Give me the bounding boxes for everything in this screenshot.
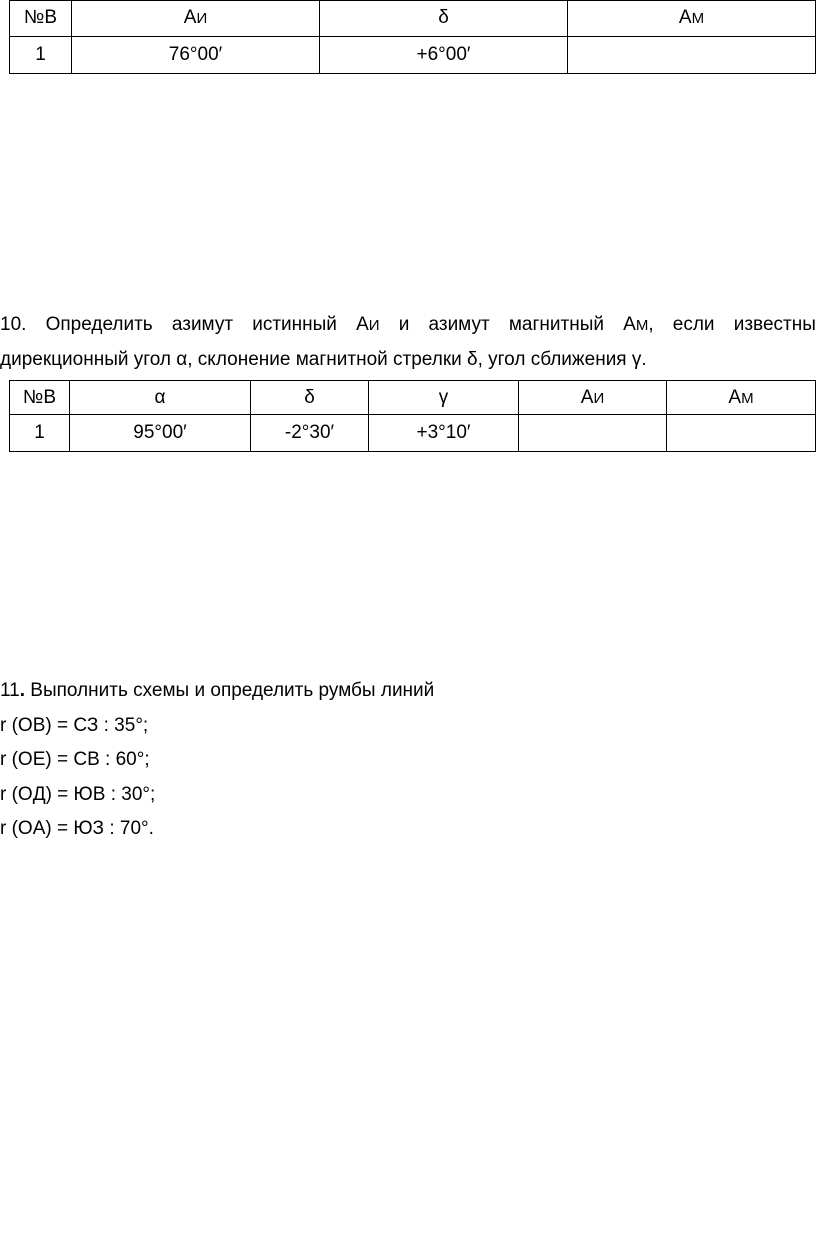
task-11-line: r (OE) = СВ : 60°; — [0, 749, 150, 770]
table-1-header-cell: АМ — [568, 1, 816, 37]
table-1-header-cell: АИ — [72, 1, 320, 37]
task-11 — [0, 674, 434, 847]
table-1 — [9, 0, 816, 74]
table-2-header-cell: АИ — [519, 381, 667, 415]
table-cell: -2°30′ — [251, 415, 369, 452]
table-cell: +3°10′ — [369, 415, 519, 452]
task-10 — [0, 308, 816, 377]
table-2-header-cell: α — [70, 381, 251, 415]
table-cell: 1 — [10, 37, 72, 74]
task-10-word: азимут — [428, 314, 490, 335]
task-10-word: азимут — [171, 314, 234, 335]
table-cell: 95°00′ — [70, 415, 251, 452]
task-10-word: магнитный — [508, 314, 604, 335]
task-10-line-2: дирекционный угол α, склонение магнитной стрелки δ, угол сближения γ. — [0, 349, 647, 370]
table-2-header-row — [10, 381, 816, 415]
table-1-header-cell: №В — [10, 1, 72, 37]
task-10-line-1 — [0, 308, 816, 343]
table-2-header-cell: δ — [251, 381, 369, 415]
task-11-line: r (OД) = ЮВ : 30°; — [0, 783, 156, 805]
task-10-word: истинный — [252, 314, 337, 335]
table-cell — [568, 37, 816, 74]
table-1-header-cell: δ — [320, 1, 568, 37]
task-10-word: 10. — [0, 314, 27, 335]
task-10-word: и — [398, 314, 410, 335]
task-11-line: r (OB) = СЗ : 35°; — [0, 714, 149, 736]
table-2-header-cell: γ — [369, 381, 519, 415]
task-10-word: если — [672, 314, 715, 335]
table-2 — [9, 380, 816, 452]
table-row — [10, 415, 816, 452]
table-cell: 76°00′ — [72, 37, 320, 74]
table-cell: 1 — [10, 415, 70, 452]
table-cell — [519, 415, 667, 452]
table-2-header-cell: АМ — [667, 381, 816, 415]
task-11-title: 11. Выполнить схемы и определить румбы линий — [0, 680, 435, 701]
table-2-header-cell: №В — [10, 381, 70, 415]
table-cell — [667, 415, 816, 452]
task-10-word: известны — [733, 314, 816, 335]
task-10-word: Определить — [45, 314, 153, 335]
task-11-line: r (OA) = ЮЗ : 70°. — [0, 818, 154, 839]
table-row — [10, 37, 816, 74]
task-10-word: АМ, — [623, 314, 654, 335]
table-cell: +6°00′ — [320, 37, 568, 74]
table-1-header-row — [10, 1, 816, 37]
task-10-word: АИ — [356, 314, 380, 335]
